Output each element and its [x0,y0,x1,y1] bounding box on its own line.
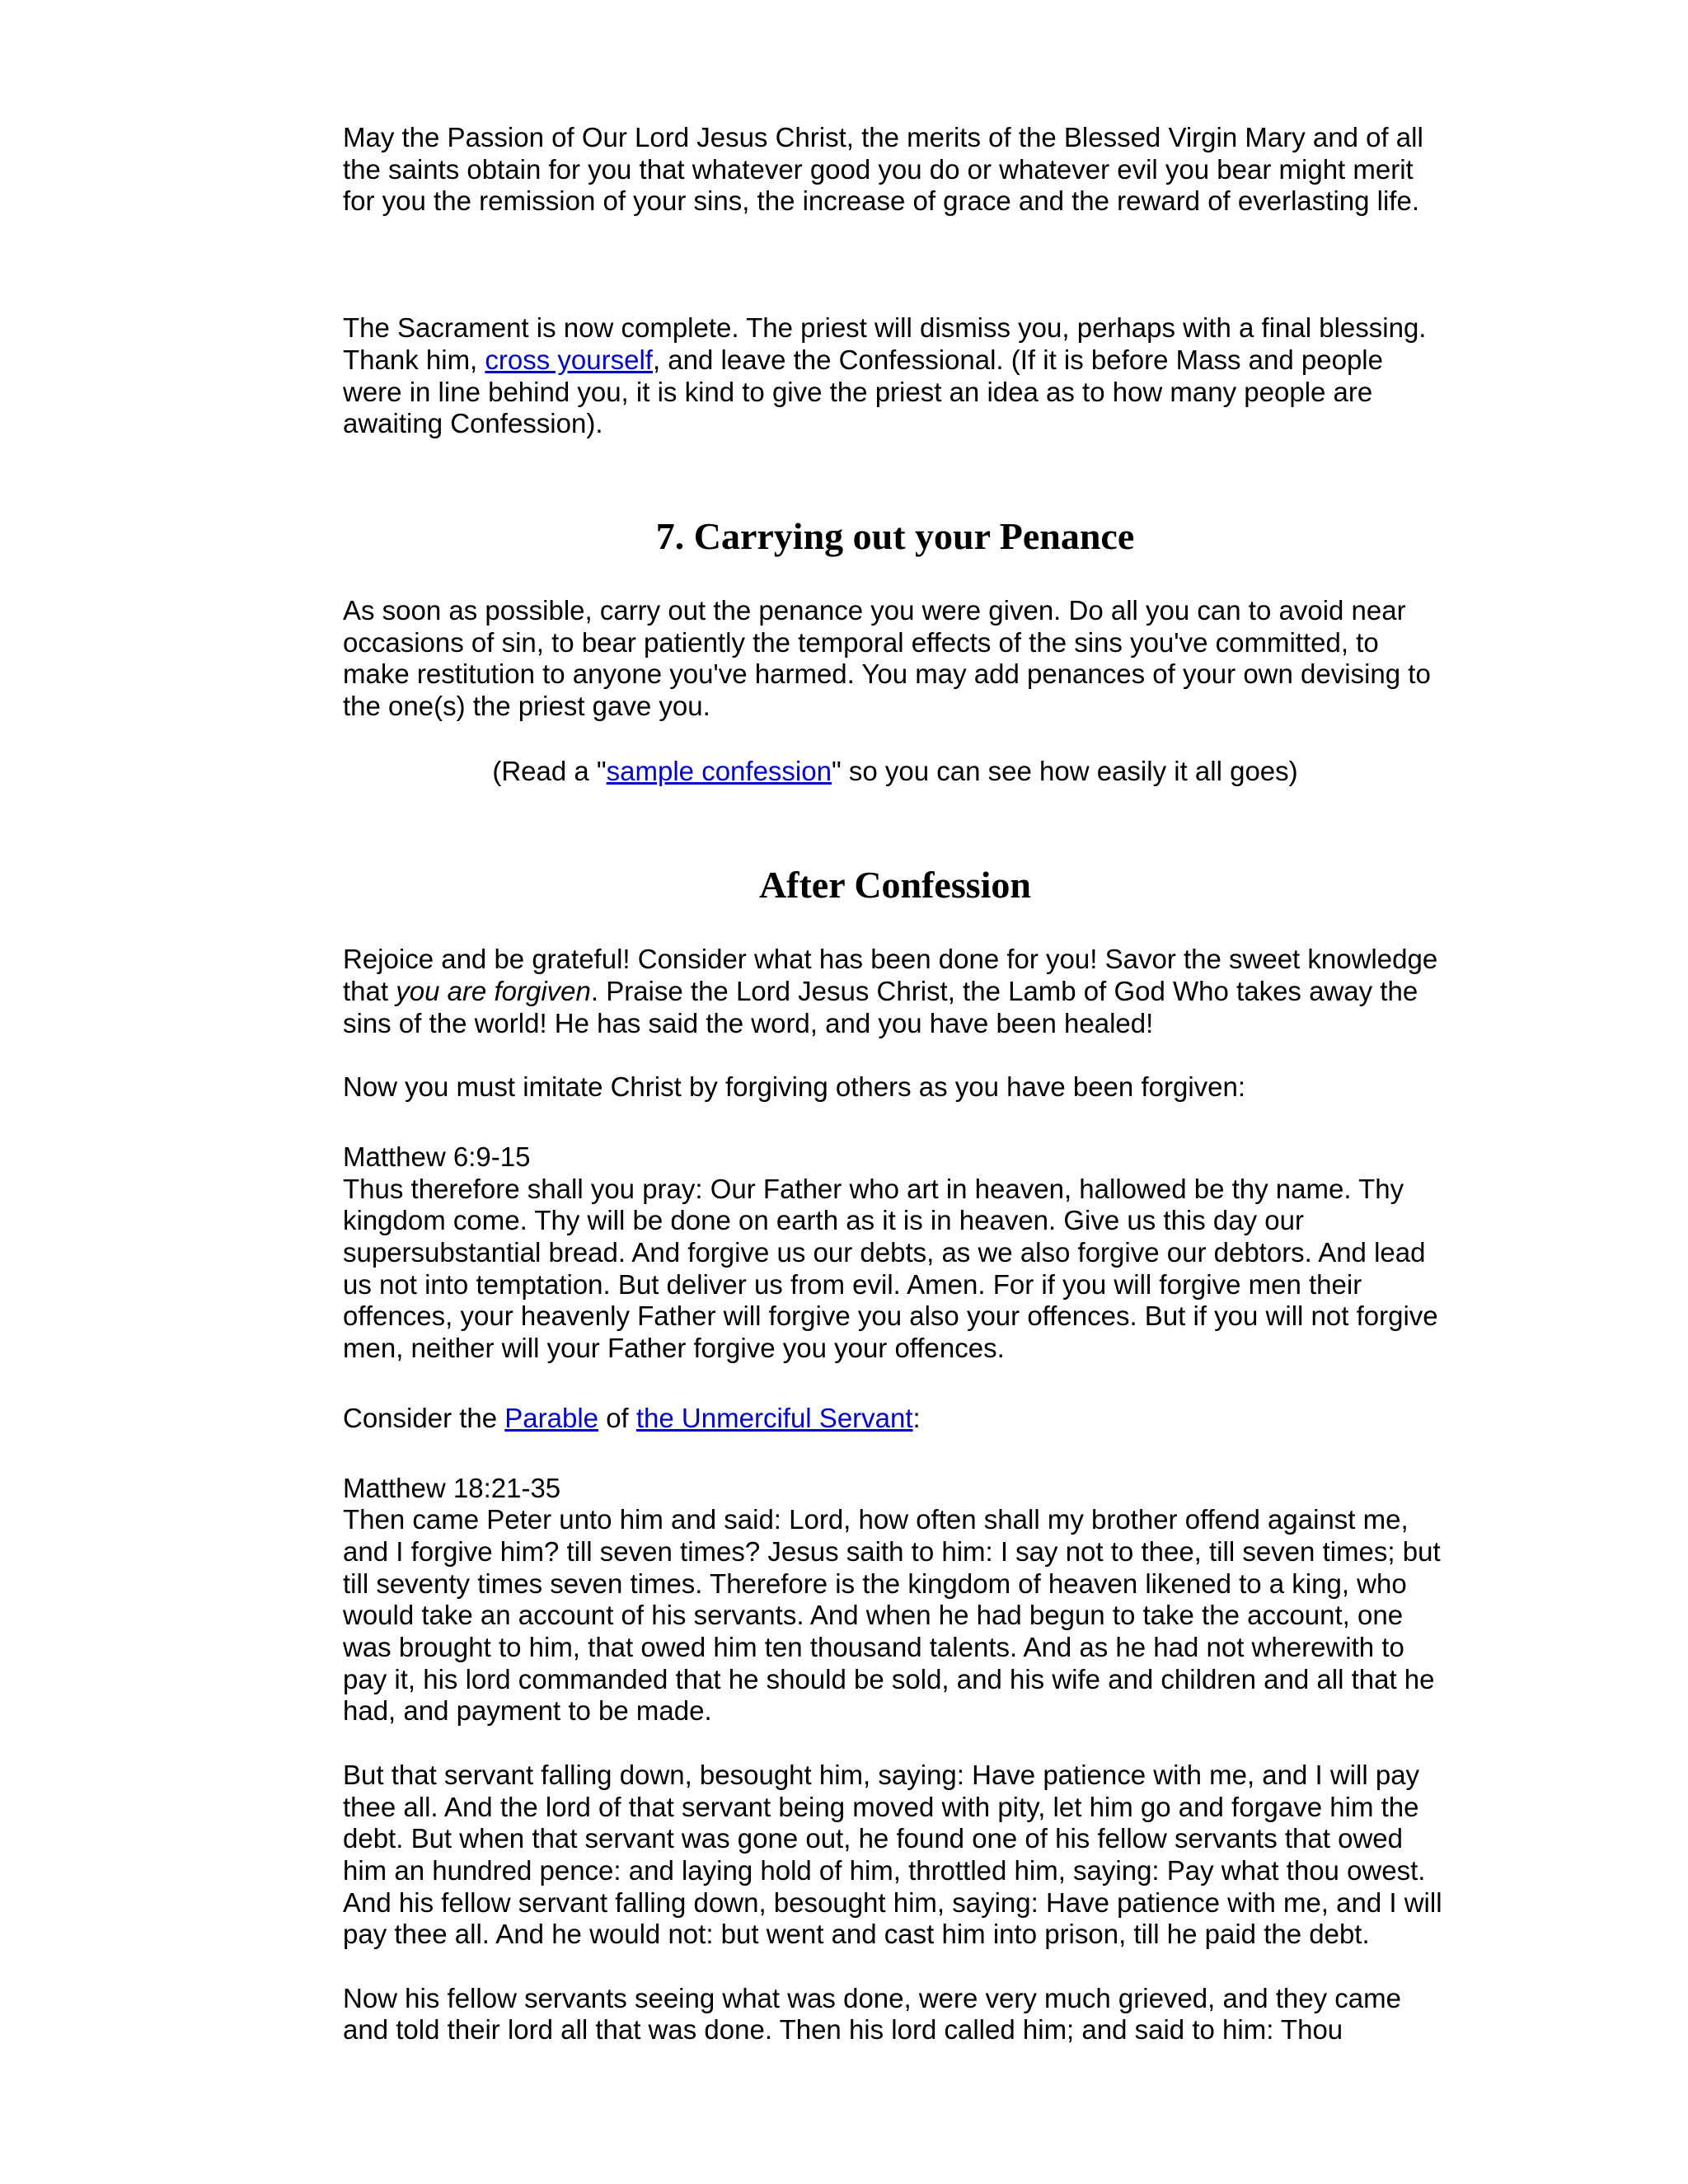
sacrament-text-after: , and leave the Confessional. (If it is before Mass and people were in line behind you, it is kind to give the priest an idea as to how many people are awaiting Confession). [343,344,1383,439]
matthew-18-paragraph-2: But that servant falling down, besought him, saying: Have patience with me, and I will pay thee all. And the lord of that servant being moved with pity, let him go and forgave him the debt. But when that servant was gone out, he found one of his fellow servants that owed him an hundred pence: and laying hold of him, throttled him, saying: Pay what thou owest. And his fellow servant falling down, besought him, saying: Have patience with me, and I will pay thee all. And he would not: but went and cast him into prison, till he paid the debt. [343,1759,1442,1950]
matthew-6-reference: Matthew 6:9-15 [343,1141,531,1172]
after-confession-heading: After Confession [758,864,1032,907]
matthew-18-paragraph-1: Then came Peter unto him and said: Lord, how often shall my brother offend against me, and I forgive him? till seven times? Jesus saith to him: I say not to thee, till seven times; but till seventy times seven times. Therefore is the kingdom of heaven likened to a king, who would take an account of his servants. And when he had begun to take the account, one was brought to him, that owed him ten thousand talents. And as he had not wherewith to pay it, his lord commanded that he should be sold, and his wife and children and all that he had, and payment to be made. [343,1504,1441,1727]
matthew-18-reference: Matthew 18:21-35 [343,1472,561,1503]
consider-parable-paragraph [343,1403,1447,1435]
penance-heading: 7. Carrying out your Penance [655,514,1135,557]
sacrament-complete-paragraph [343,312,1447,440]
rejoice-paragraph [343,944,1447,1039]
passion-blessing-paragraph: May the Passion of Our Lord Jesus Christ, the merits of the Blessed Virgin Mary and of all the saints obtain for you that whatever good you do or whatever evil you bear might merit for you the remission of your sins, the increase of grace and the reward of everlasting life. [343,122,1423,217]
sample-confession-note [343,756,1447,788]
penance-paragraph: As soon as possible, carry out the penance you were given. Do all you can to avoid near occasions of sin, to bear patiently the temporal effects of the sins you've committed, to make restitution to anyone you've harmed. You may add penances of your own devising to the one(s) the priest gave you. [343,594,1431,722]
parable-link[interactable]: Parable [504,1402,599,1433]
sample-text-after: " so you can see how easily it all goes) [831,755,1298,786]
imitate-christ-paragraph: Now you must imitate Christ by forgiving others as you have been forgiven: [343,1071,1246,1103]
matthew-18-paragraph-3: Now his fellow servants seeing what was done, were very much grieved, and they came and told their lord all that was done. Then his lord called him; and said to him: Thou [343,1982,1401,2046]
consider-text-mid: of [598,1402,636,1433]
consider-text-before: Consider the [343,1402,505,1433]
sample-text-before: (Read a " [492,755,607,786]
cross-yourself-link[interactable]: cross yourself [485,344,653,375]
rejoice-text-before: Rejoice and be grateful! Consider what has been done for you! Savor the sweet knowledge that [343,944,1438,1007]
sample-confession-link[interactable]: sample confession [606,755,832,786]
rejoice-text-after: . Praise the Lord Jesus Christ, the Lamb of God Who takes away the sins of the world! He has said the word, and you have been healed! [343,976,1418,1038]
matthew-6-text: Thus therefore shall you pray: Our Father who art in heaven, hallowed be thy name. Thy kingdom come. Thy will be done on earth as it is in heaven. Give us this day our supersubstantial bread. And forgive us our debts, as we also forgive our debtors. And lead us not into temptation. But deliver us from evil. Amen. For if you will forgive men their offences, your heavenly Father will forgive you also your offences. But if you will not forgive men, neither will your Father forgive you your offences. [343,1173,1438,1364]
document-page [343,122,1447,2046]
unmerciful-servant-link[interactable]: the Unmerciful Servant [635,1402,913,1433]
consider-text-after: : [912,1402,921,1433]
sacrament-text-before: The Sacrament is now complete. The priest will dismiss you, perhaps with a final blessing. Thank him, [343,312,1427,375]
rejoice-emphasis: you are forgiven [396,976,591,1007]
